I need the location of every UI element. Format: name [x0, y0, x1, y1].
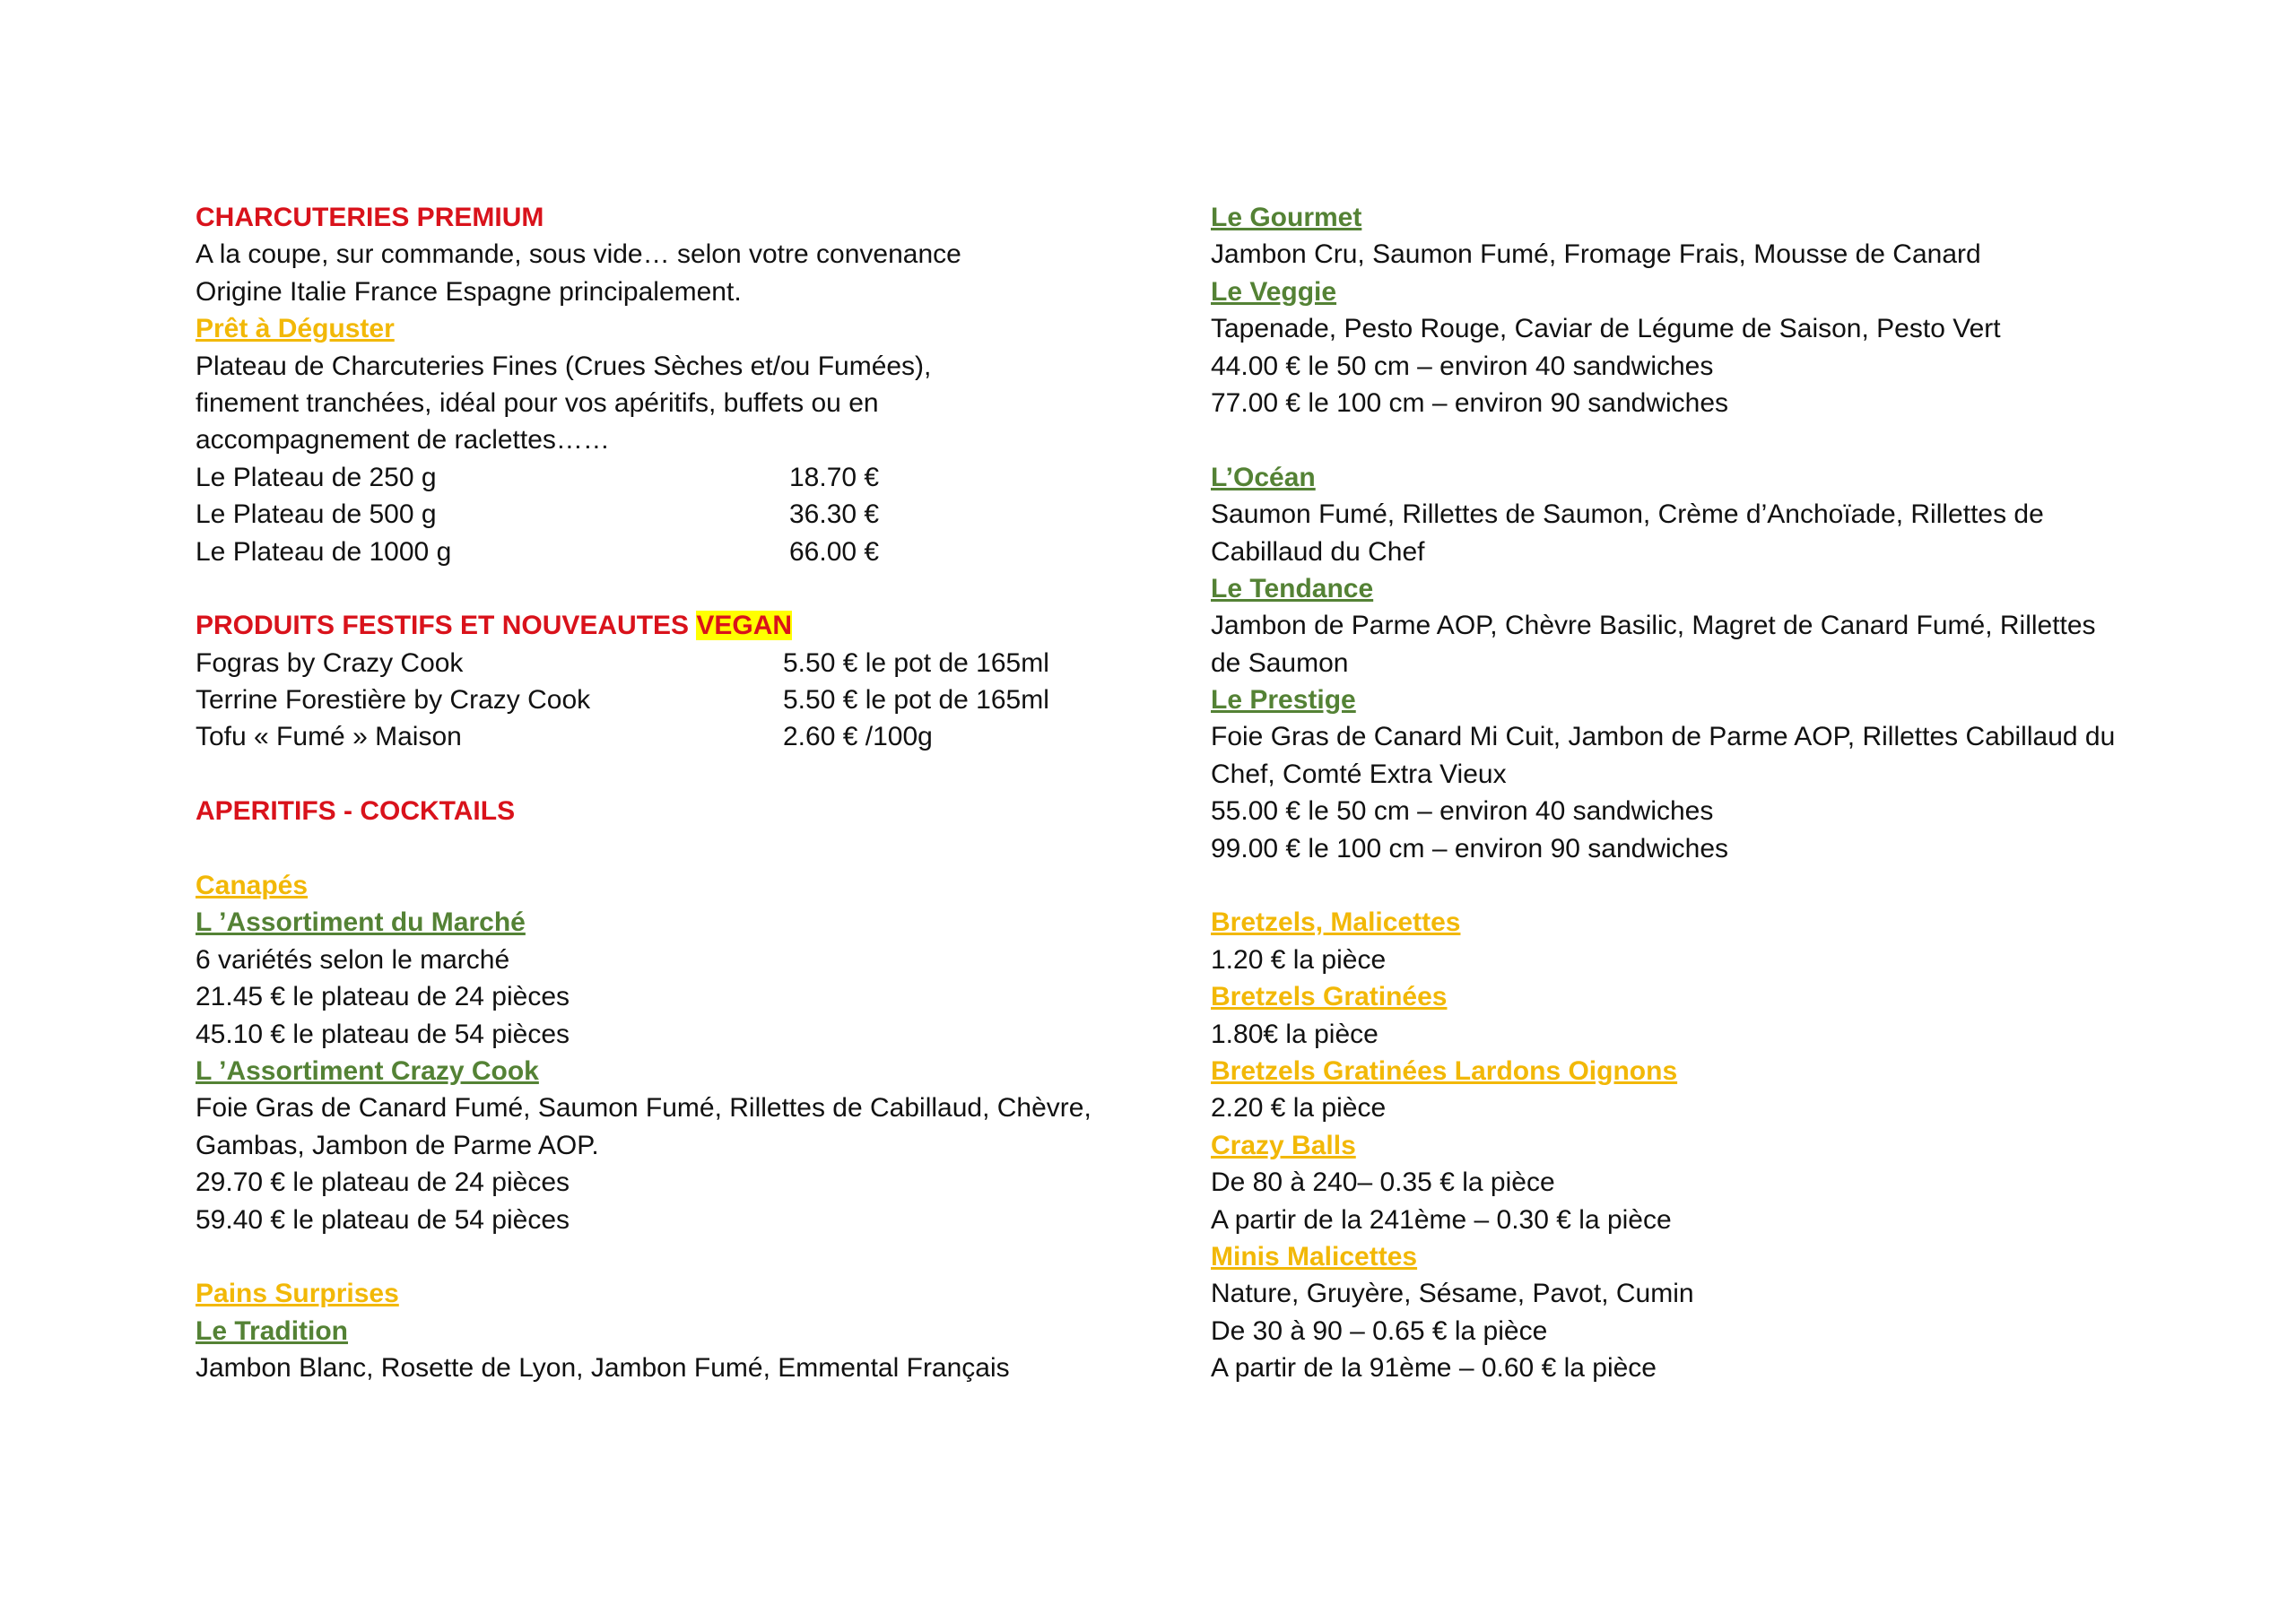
- item-label: Terrine Forestière by Crazy Cook: [196, 685, 591, 716]
- ocean-desc: Cabillaud du Chef: [1211, 536, 1425, 567]
- bretzels-price: 1.20 € la pièce: [1211, 944, 1387, 975]
- minis-desc: Nature, Gruyère, Sésame, Pavot, Cumin: [1211, 1279, 1694, 1309]
- section-title-festifs: [196, 607, 1128, 644]
- minis-price: De 30 à 90 – 0.65 € la pièce: [1211, 1315, 1548, 1346]
- prestige-desc: Foie Gras de Canard Mi Cuit, Jambon de Parme AOP, Rillettes Cabillaud du: [1211, 722, 2116, 752]
- veggie-price: 77.00 € le 100 cm – environ 90 sandwiches: [1211, 387, 1729, 418]
- pret-description: finement tranchées, idéal pour vos apéritifs, buffets ou en: [196, 387, 879, 418]
- bretzels-gratinees-price: 1.80€ la pièce: [1211, 1019, 1378, 1049]
- gourmet-desc: Jambon Cru, Saumon Fumé, Fromage Frais, Mousse de Canard: [1211, 239, 1981, 270]
- subtitle-assortiment-marche: L ’Assortiment du Marché: [196, 907, 526, 938]
- pret-description: Plateau de Charcuteries Fines (Crues Sèches et/ou Fumées),: [196, 351, 932, 381]
- price-row: [196, 459, 1128, 496]
- section-title-charcuteries: CHARCUTERIES PREMIUM: [196, 203, 544, 232]
- item-label: Le Plateau de 250 g: [196, 462, 437, 492]
- prestige-price: 55.00 € le 50 cm – environ 40 sandwiches: [1211, 796, 1714, 827]
- item-price: 5.50 € le pot de 165ml: [783, 647, 1049, 678]
- spacer: [196, 570, 1128, 607]
- subtitle-le-veggie: Le Veggie: [1211, 276, 1337, 307]
- subtitle-bretzels-malicettes: Bretzels, Malicettes: [1211, 907, 1461, 938]
- assortiment-crazy-desc: Gambas, Jambon de Parme AOP.: [196, 1130, 599, 1160]
- spacer: [196, 756, 1128, 793]
- tendance-desc: de Saumon: [1211, 647, 1349, 678]
- prestige-desc: Chef, Comté Extra Vieux: [1211, 759, 1507, 789]
- item-price: 5.50 € le pot de 165ml: [783, 685, 1049, 716]
- item-price: 2.60 € /100g: [783, 722, 933, 752]
- subtitle-crazy-balls: Crazy Balls: [1211, 1130, 1356, 1160]
- item-label: Fogras by Crazy Cook: [196, 647, 464, 678]
- assortiment-marche-price: 21.45 € le plateau de 24 pièces: [196, 982, 570, 1012]
- subtitle-bretzels-lardons: Bretzels Gratinées Lardons Oignons: [1211, 1055, 1678, 1086]
- left-column: [196, 199, 1128, 1387]
- price-row: [196, 496, 1128, 533]
- subtitle-pains-surprises: Pains Surprises: [196, 1279, 399, 1309]
- prestige-price: 99.00 € le 100 cm – environ 90 sandwiches: [1211, 833, 1729, 864]
- spacer: [196, 830, 1128, 867]
- tendance-desc: Jambon de Parme AOP, Chèvre Basilic, Magret de Canard Fumé, Rillettes: [1211, 611, 2096, 641]
- price-row: [196, 681, 1128, 718]
- section-title-aperitifs: APERITIFS - COCKTAILS: [196, 796, 516, 827]
- item-price: 36.30 €: [789, 499, 880, 530]
- assortiment-crazy-price: 59.40 € le plateau de 54 pièces: [196, 1204, 570, 1235]
- bretzels-lardons-price: 2.20 € la pièce: [1211, 1093, 1387, 1124]
- assortiment-marche-price: 45.10 € le plateau de 54 pièces: [196, 1019, 570, 1049]
- subtitle-le-gourmet: Le Gourmet: [1211, 203, 1362, 232]
- price-row: [196, 645, 1128, 681]
- spacer: [196, 1238, 1128, 1275]
- pret-description: accompagnement de raclettes……: [196, 425, 610, 456]
- subtitle-le-tendance: Le Tendance: [1211, 573, 1374, 603]
- tradition-desc: Jambon Blanc, Rosette de Lyon, Jambon Fumé, Emmental Français: [196, 1353, 1010, 1384]
- item-label: Tofu « Fumé » Maison: [196, 722, 462, 752]
- subtitle-minis-malicettes: Minis Malicettes: [1211, 1241, 1418, 1271]
- minis-price: A partir de la 91ème – 0.60 € la pièce: [1211, 1353, 1657, 1384]
- subtitle-le-tradition: Le Tradition: [196, 1315, 349, 1346]
- subtitle-canapes: Canapés: [196, 871, 309, 901]
- right-column: [1211, 199, 2224, 1387]
- ocean-desc: Saumon Fumé, Rillettes de Saumon, Crème d’Anchoïade, Rillettes de: [1211, 499, 2044, 530]
- assortiment-crazy-price: 29.70 € le plateau de 24 pièces: [196, 1167, 570, 1198]
- crazy-balls-price: De 80 à 240– 0.35 € la pièce: [1211, 1167, 1555, 1198]
- veggie-desc: Tapenade, Pesto Rouge, Caviar de Légume de Saison, Pesto Vert: [1211, 314, 2001, 344]
- item-price: 18.70 €: [789, 462, 880, 492]
- crazy-balls-price: A partir de la 241ème – 0.30 € la pièce: [1211, 1204, 1672, 1235]
- subtitle-assortiment-crazy-cook: L ’Assortiment Crazy Cook: [196, 1055, 539, 1086]
- spacer: [1211, 421, 2224, 458]
- festifs-title-text: PRODUITS FESTIFS ET NOUVEAUTES: [196, 611, 697, 641]
- charcuteries-text: Origine Italie France Espagne principalement.: [196, 276, 742, 307]
- item-label: Le Plateau de 500 g: [196, 499, 437, 530]
- assortiment-marche-desc: 6 variétés selon le marché: [196, 944, 510, 975]
- item-price: 66.00 €: [789, 536, 880, 567]
- spacer: [1211, 867, 2224, 904]
- vegan-highlight: VEGAN: [696, 611, 793, 641]
- subtitle-pret-a-deguster: Prêt à Déguster: [196, 314, 395, 344]
- price-row: [196, 718, 1128, 755]
- price-row: [196, 534, 1128, 570]
- item-label: Le Plateau de 1000 g: [196, 536, 452, 567]
- subtitle-bretzels-gratinees: Bretzels Gratinées: [1211, 982, 1448, 1012]
- charcuteries-text: A la coupe, sur commande, sous vide… selon votre convenance: [196, 239, 961, 270]
- veggie-price: 44.00 € le 50 cm – environ 40 sandwiches: [1211, 351, 1714, 381]
- subtitle-le-prestige: Le Prestige: [1211, 685, 1356, 716]
- subtitle-l-ocean: L’Océan: [1211, 462, 1316, 492]
- assortiment-crazy-desc: Foie Gras de Canard Fumé, Saumon Fumé, Rillettes de Cabillaud, Chèvre,: [196, 1093, 1091, 1124]
